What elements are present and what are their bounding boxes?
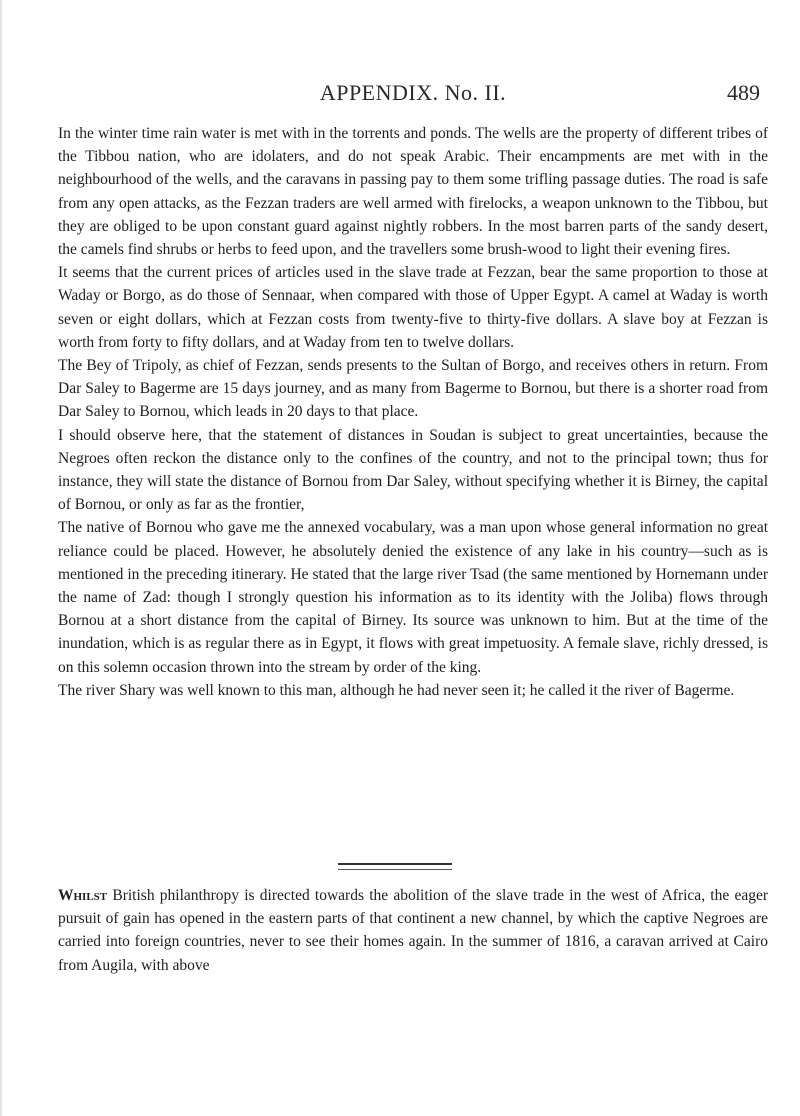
section-paragraph: British philanthropy is directed towards the abolition of the slave trade in the west of Africa, the eager pursuit of gain has opened in the eastern parts of that continent a new channel, by which the captive Negroes are carried into foreign countries, never to see their homes again. In the summer of 1816, a caravan arrived at Cairo from Augila, with above: [58, 887, 768, 974]
page-number: 489: [727, 80, 760, 105]
paragraph: I should observe here, that the statement of distances in Soudan is subject to great uncertainties, because the Negroes often reckon the distance only to the confines of the country, and not to the principal town; thus for instance, they will state the distance of Bornou from Dar Saley, without specifying whether it is Birney, the capital of Bornou, or only as far as the frontier,: [58, 426, 768, 514]
paragraph: The native of Bornou who gave me the annexed vocabulary, was a man upon whose general information no great reliance could be placed. However, he absolutely denied the existence of any lake in his country—such as is mentioned in the preceding itinerary. He stated that the large river Tsad (the same mentioned by Hornemann under the name of Zad: though I strongly question his information as to its identity with the Joliba) flows through Bornou at a short distance from the capital of Birney. Its source was unknown to him. But at the time of the inundation, which is as regular there as in Egypt, it flows with great impetuosity. A female slave, richly dressed, is on this solemn occasion thrown into the stream by order of the king.: [58, 519, 768, 676]
paragraph: The river Shary was well known to this man, although he had never seen it; he called it the river of Bagerme.: [58, 681, 735, 699]
page-edge-shadow: [0, 0, 3, 1116]
section-divider-rule: [338, 863, 452, 870]
paragraph: In the winter time rain water is met with in the torrents and ponds. The wells are the property of different tribes of the Tibbou nation, who are idolaters, and do not speak Arabic. Their encampments are met with in the neighbourhood of the wells, and the caravans in passing pay to them some trifling passage duties. The road is safe from any open attacks, as the Fezzan traders are well armed with firelocks, a weapon unknown to the Tibbou, but they are obliged to be upon constant guard against nightly robbers. In the most barren parts of the sandy desert, the camels find shrubs or herbs to feed upon, and the travellers some brush-wood to light their evening fires.: [58, 125, 768, 259]
new-section-text: [58, 884, 768, 977]
running-title: APPENDIX. No. II.: [319, 80, 507, 105]
section-lead-word: Whilst: [58, 887, 108, 904]
body-text: [58, 122, 768, 702]
page-header: [58, 80, 768, 112]
paragraph: It seems that the current prices of articles used in the slave trade at Fezzan, bear the same proportion to those at Waday or Borgo, as do those of Sennaar, when compared with those of Upper Egypt. A camel at Waday is worth seven or eight dollars, which at Fezzan costs from twenty-five to thirty-five dollars. A slave boy at Fezzan is worth from forty to fifty dollars, and at Waday from ten to twelve dollars.: [58, 264, 768, 351]
paragraph: The Bey of Tripoly, as chief of Fezzan, sends presents to the Sultan of Borgo, and receives others in return. From Dar Saley to Bagerme are 15 days journey, and as many from Bagerme to Bornou, but there is a shorter road from Dar Saley to Bornou, which leads in 20 days to that place.: [58, 357, 768, 421]
